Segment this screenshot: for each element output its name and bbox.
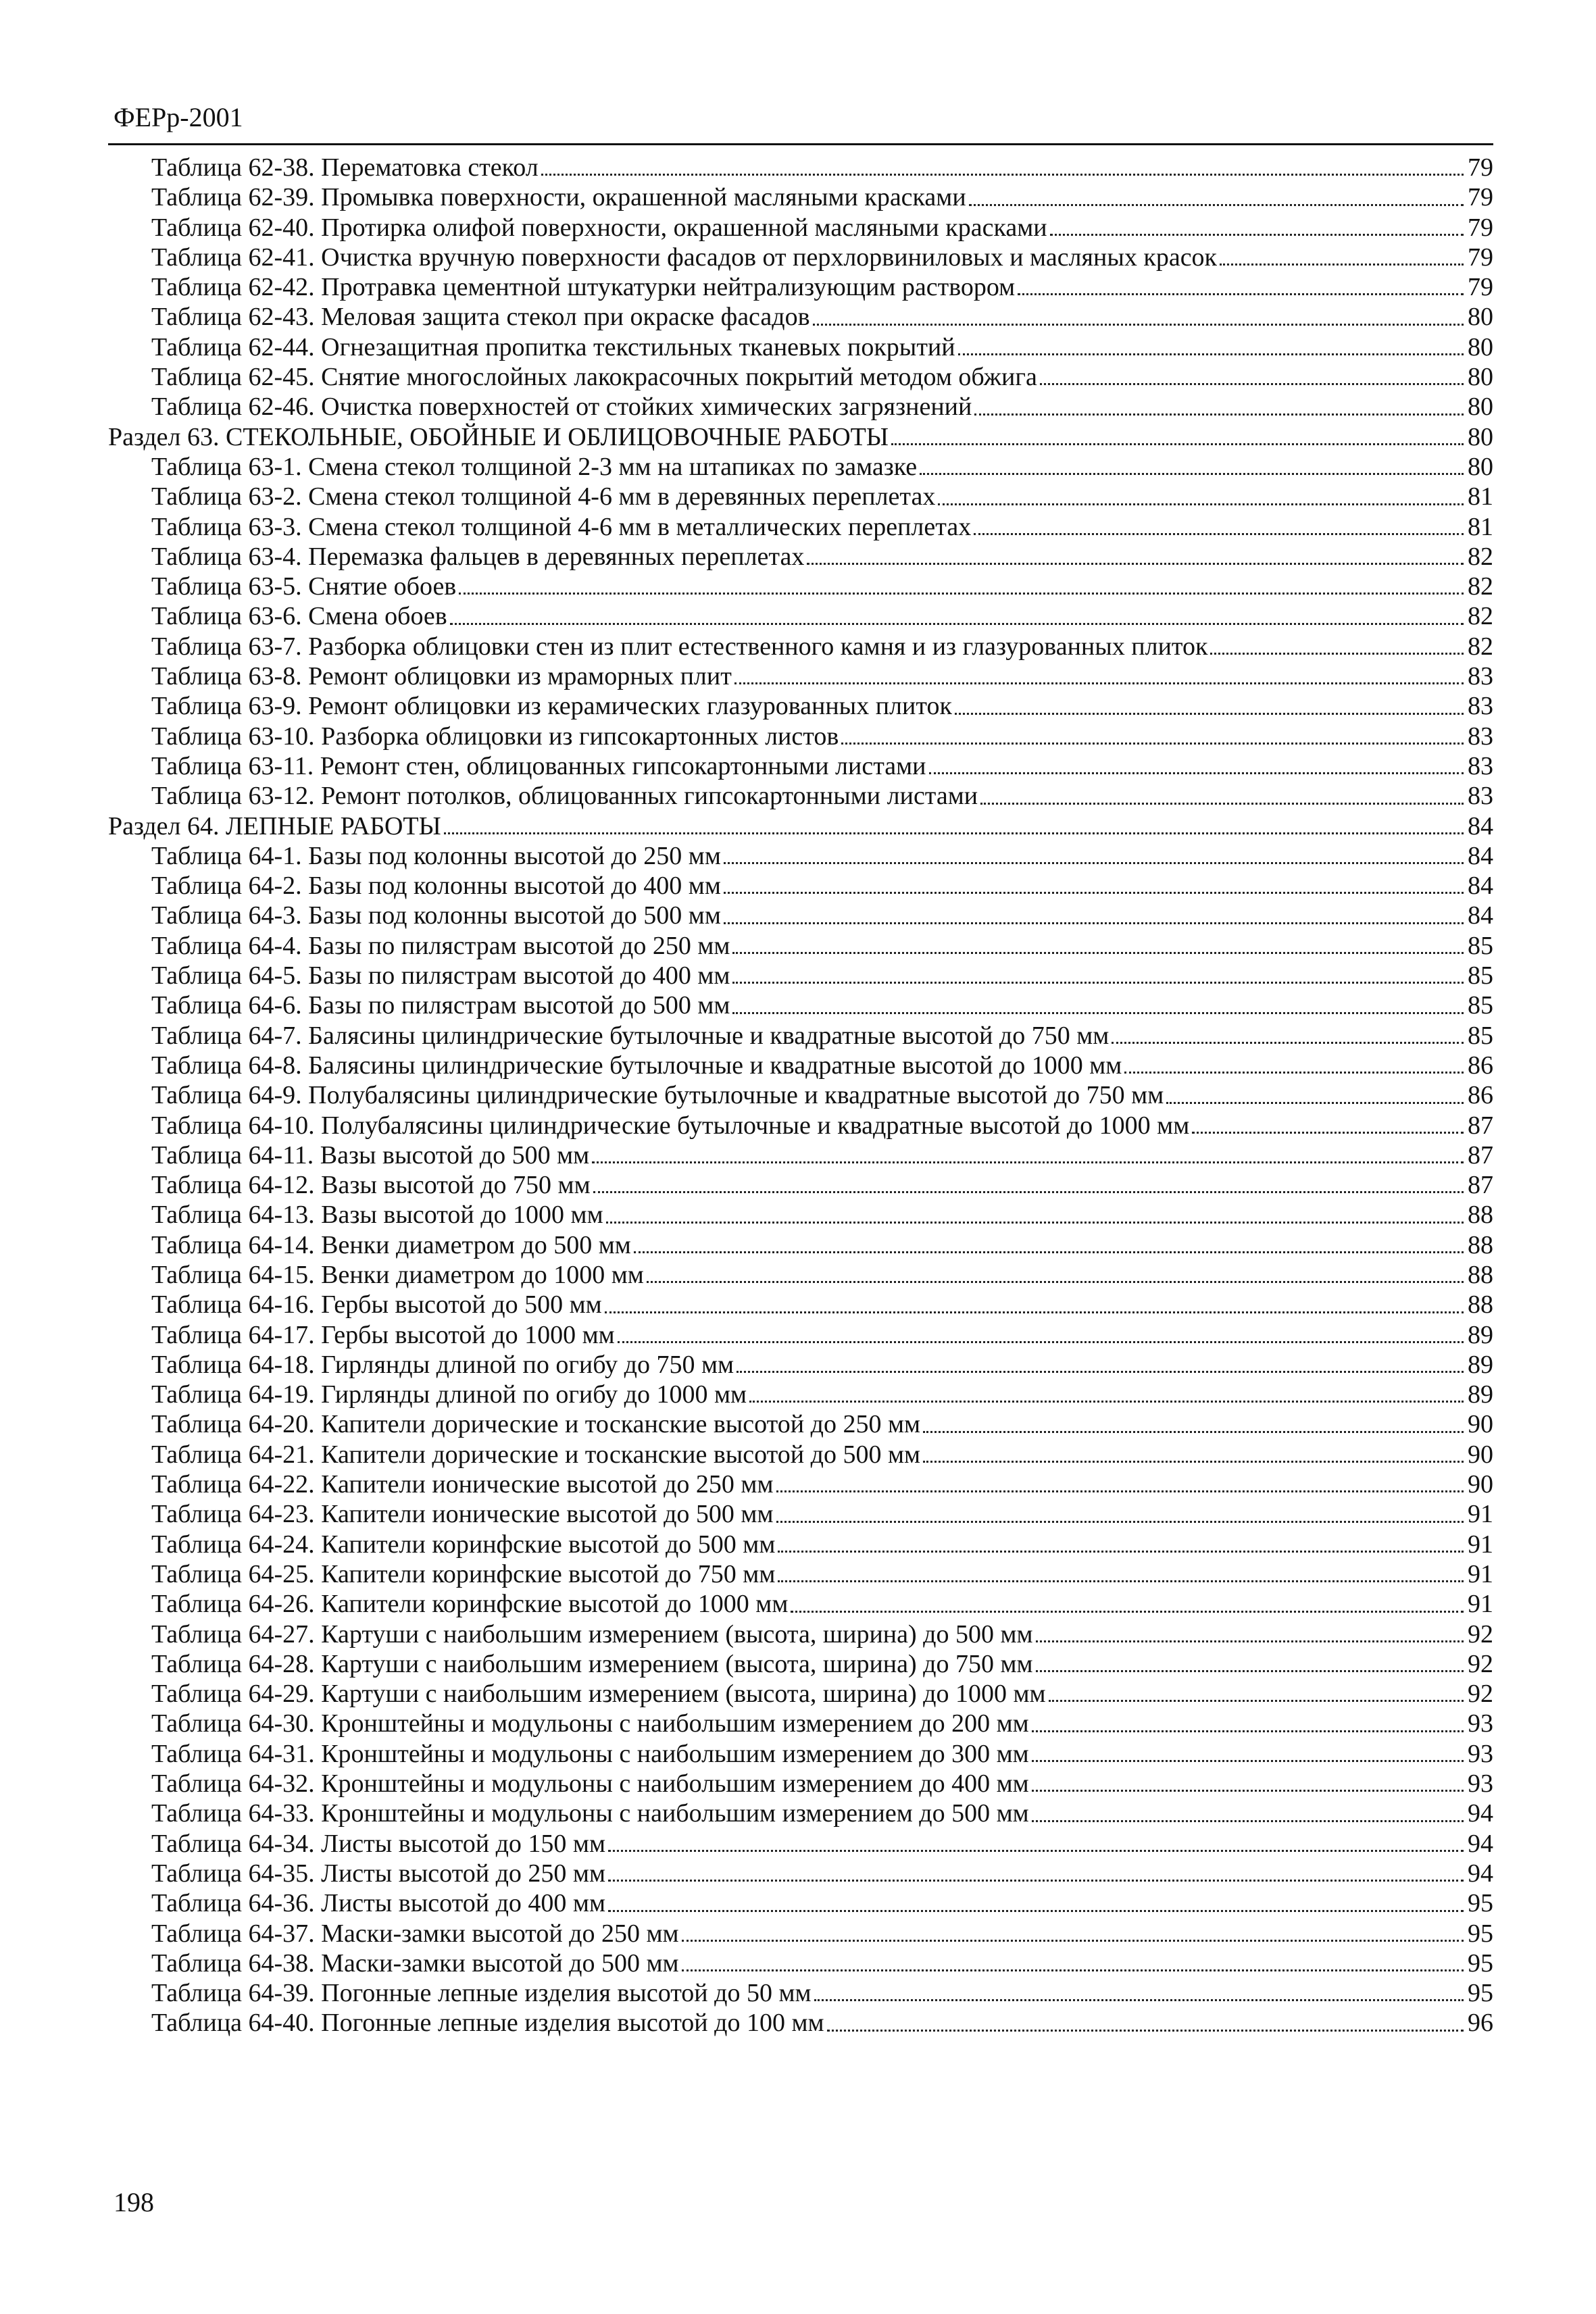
toc-dot-leader	[1018, 272, 1464, 302]
toc-page-number: 85	[1468, 961, 1493, 990]
toc-page-number: 90	[1468, 1440, 1493, 1469]
toc-entry-row[interactable]	[108, 1709, 1493, 1738]
toc-entry-row[interactable]	[108, 1440, 1493, 1469]
toc-entry-row[interactable]	[108, 1649, 1493, 1679]
toc-entry-title: Таблица 63-9. Ремонт облицовки из керамических глазурованных плиток	[151, 691, 955, 721]
toc-dot-leader	[1032, 1739, 1464, 1769]
toc-dot-leader	[593, 1170, 1464, 1200]
toc-entry-title: Таблица 64-16. Гербы высотой до 500 мм	[151, 1290, 605, 1319]
toc-entry-title: Таблица 64-36. Листы высотой до 400 мм	[151, 1888, 608, 1918]
toc-page-number: 87	[1468, 1111, 1493, 1140]
toc-section-row[interactable]	[108, 422, 1493, 452]
toc-dot-leader	[923, 1409, 1464, 1439]
toc-dot-leader	[1112, 1021, 1464, 1051]
toc-page-number: 81	[1468, 512, 1493, 541]
toc-entry-row[interactable]	[108, 1469, 1493, 1499]
toc-entry-row[interactable]	[108, 2008, 1493, 2038]
toc-entry-title: Таблица 62-44. Огнезащитная пропитка текстильных тканевых покрытий	[151, 332, 958, 362]
toc-entry-title: Таблица 63-11. Ремонт стен, облицованных гипсокартонными листами	[151, 751, 929, 781]
toc-dot-leader	[980, 781, 1464, 811]
toc-page-number: 89	[1468, 1380, 1493, 1409]
toc-entry-title: Таблица 64-40. Погонные лепные изделия высотой до 100 мм	[151, 2008, 827, 2038]
toc-page-number: 93	[1468, 1769, 1493, 1799]
toc-section-title: Раздел 64. ЛЕПНЫЕ РАБОТЫ	[108, 811, 444, 841]
toc-page-number: 91	[1468, 1590, 1493, 1619]
toc-entry-row[interactable]	[108, 1978, 1493, 2008]
toc-dot-leader	[955, 691, 1464, 721]
toc-dot-leader	[459, 572, 1464, 601]
toc-entry-title: Таблица 62-43. Меловая защита стекол при окраске фасадов	[151, 302, 813, 332]
toc-dot-leader	[734, 661, 1464, 691]
toc-page-number: 95	[1468, 1919, 1493, 1948]
toc-entry-title: Таблица 64-19. Гирлянды длиной по огибу до 1000 мм	[151, 1380, 749, 1409]
toc-page-number: 84	[1468, 872, 1493, 901]
toc-page-number: 91	[1468, 1500, 1493, 1529]
toc-page-number: 80	[1468, 363, 1493, 392]
toc-dot-leader	[1032, 1799, 1464, 1828]
toc-page-number: 83	[1468, 662, 1493, 691]
toc-page-number: 88	[1468, 1230, 1493, 1259]
toc-entry-title: Таблица 64-23. Капители ионические высотой до 500 мм	[151, 1499, 776, 1529]
toc-entry-row[interactable]	[108, 1948, 1493, 1978]
toc-entry-row[interactable]	[108, 632, 1493, 661]
toc-entry-title: Таблица 62-41. Очистка вручную поверхности фасадов от перхлорвиниловых и масляных красок	[151, 243, 1220, 272]
toc-dot-leader	[732, 931, 1464, 961]
toc-entry-row[interactable]	[108, 901, 1493, 930]
toc-entry-row[interactable]	[108, 961, 1493, 990]
toc-entry-row[interactable]	[108, 1888, 1493, 1918]
toc-dot-leader	[737, 1350, 1464, 1380]
toc-dot-leader	[776, 1469, 1464, 1499]
toc-entry-row[interactable]	[108, 1919, 1493, 1948]
toc-dot-leader	[444, 811, 1464, 841]
toc-page-number: 80	[1468, 452, 1493, 481]
toc-page-number: 93	[1468, 1739, 1493, 1768]
toc-entry-title: Таблица 64-17. Гербы высотой до 1000 мм	[151, 1320, 618, 1350]
table-of-contents	[108, 153, 1493, 2038]
toc-page-number: 82	[1468, 602, 1493, 631]
toc-dot-leader	[634, 1230, 1464, 1260]
toc-dot-leader	[647, 1260, 1464, 1290]
toc-entry-title: Таблица 63-7. Разборка облицовки стен из плит естественного камня и из глазурованных плиток	[151, 632, 1210, 661]
toc-entry-title: Таблица 62-46. Очистка поверхностей от стойких химических загрязнений	[151, 392, 974, 422]
toc-page-number: 85	[1468, 991, 1493, 1020]
toc-entry-title: Таблица 62-38. Перематовка стекол	[151, 153, 541, 182]
toc-page-number: 83	[1468, 692, 1493, 721]
toc-dot-leader	[778, 1530, 1464, 1559]
toc-entry-row[interactable]	[108, 1619, 1493, 1649]
toc-dot-leader	[1032, 1769, 1464, 1799]
toc-entry-title: Таблица 64-13. Вазы высотой до 1000 мм	[151, 1200, 606, 1230]
page-number: 198	[114, 2187, 154, 2217]
toc-entry-row[interactable]	[108, 213, 1493, 243]
toc-dot-leader	[1166, 1080, 1464, 1110]
toc-page-number: 84	[1468, 901, 1493, 930]
toc-dot-leader	[1210, 632, 1464, 661]
toc-entry-row[interactable]	[108, 182, 1493, 212]
toc-entry-title: Таблица 64-35. Листы высотой до 250 мм	[151, 1859, 608, 1888]
toc-dot-leader	[1192, 1111, 1464, 1140]
toc-dot-leader	[608, 1829, 1464, 1859]
toc-entry-row[interactable]	[108, 272, 1493, 302]
toc-page-number: 89	[1468, 1320, 1493, 1349]
toc-dot-leader	[732, 961, 1464, 990]
toc-dot-leader	[618, 1320, 1464, 1350]
toc-page-number: 87	[1468, 1140, 1493, 1169]
toc-dot-leader	[682, 1919, 1464, 1948]
toc-entry-title: Таблица 64-26. Капители коринфские высотой до 1000 мм	[151, 1589, 791, 1619]
toc-page-number: 95	[1468, 1948, 1493, 1978]
toc-entry-row[interactable]	[108, 1530, 1493, 1559]
toc-dot-leader	[841, 722, 1464, 751]
toc-entry-title: Таблица 64-24. Капители коринфские высотой до 500 мм	[151, 1530, 778, 1559]
toc-page-number: 79	[1468, 183, 1493, 212]
toc-entry-title: Таблица 64-21. Капители дорические и тосканские высотой до 500 мм	[151, 1440, 923, 1469]
toc-entry-title: Таблица 64-37. Маски-замки высотой до 250 мм	[151, 1919, 682, 1948]
toc-entry-title: Таблица 63-3. Смена стекол толщиной 4-6 мм в металлических переплетах	[151, 512, 974, 542]
toc-dot-leader	[1220, 243, 1464, 272]
toc-entry-title: Таблица 62-42. Протравка цементной штукатурки нейтрализующим раствором	[151, 272, 1018, 302]
toc-dot-leader	[1032, 1709, 1464, 1738]
toc-page-number: 88	[1468, 1260, 1493, 1289]
toc-entry-title: Таблица 64-9. Полубалясины цилиндрические бутылочные и квадратные высотой до 750 мм	[151, 1080, 1166, 1110]
toc-dot-leader	[682, 1948, 1464, 1978]
toc-entry-row[interactable]	[108, 751, 1493, 781]
toc-page-number: 95	[1468, 1979, 1493, 2008]
toc-dot-leader	[605, 1290, 1464, 1319]
toc-page-number: 88	[1468, 1201, 1493, 1230]
toc-entry-row[interactable]	[108, 841, 1493, 871]
toc-page-number: 84	[1468, 811, 1493, 840]
toc-dot-leader	[592, 1140, 1464, 1170]
toc-entry-title: Таблица 64-34. Листы высотой до 150 мм	[151, 1829, 608, 1859]
toc-entry-title: Таблица 64-38. Маски-замки высотой до 500 мм	[151, 1948, 682, 1978]
toc-page-number: 80	[1468, 422, 1493, 451]
toc-entry-title: Таблица 64-15. Венки диаметром до 1000 мм	[151, 1260, 647, 1290]
toc-entry-title: Таблица 64-3. Базы под колонны высотой до 500 мм	[151, 901, 724, 930]
toc-entry-row[interactable]	[108, 1320, 1493, 1350]
toc-entry-row[interactable]	[108, 512, 1493, 542]
toc-page-number: 94	[1468, 1859, 1493, 1888]
toc-entry-row[interactable]	[108, 1769, 1493, 1799]
toc-page-number: 81	[1468, 482, 1493, 511]
toc-dot-leader	[606, 1200, 1464, 1230]
toc-page-number: 84	[1468, 841, 1493, 870]
toc-page-number: 94	[1468, 1799, 1493, 1828]
toc-entry-row[interactable]	[108, 781, 1493, 811]
toc-entry-title: Таблица 62-40. Протирка олифой поверхности, окрашенной масляными красками	[151, 213, 1050, 243]
toc-entry-title: Таблица 62-45. Снятие многослойных лакокрасочных покрытий методом обжига	[151, 362, 1040, 392]
toc-dot-leader	[827, 2008, 1464, 2038]
toc-page-number: 86	[1468, 1051, 1493, 1080]
toc-page-number: 79	[1468, 243, 1493, 272]
toc-entry-row[interactable]	[108, 1499, 1493, 1529]
toc-entry-row[interactable]	[108, 1080, 1493, 1110]
toc-dot-leader	[974, 392, 1464, 422]
toc-dot-leader	[776, 1499, 1464, 1529]
toc-dot-leader	[807, 542, 1464, 572]
toc-page-number: 91	[1468, 1530, 1493, 1559]
toc-dot-leader	[732, 990, 1464, 1020]
toc-entry-row[interactable]	[108, 1380, 1493, 1409]
toc-entry-row[interactable]	[108, 482, 1493, 511]
toc-page-number: 80	[1468, 303, 1493, 332]
toc-page-number: 92	[1468, 1619, 1493, 1649]
toc-entry-title: Таблица 63-1. Смена стекол толщиной 2-3 мм на штапиках по замазке	[151, 452, 920, 482]
toc-entry-title: Таблица 64-5. Базы по пилястрам высотой до 400 мм	[151, 961, 732, 990]
toc-dot-leader	[1036, 1649, 1464, 1679]
toc-entry-row[interactable]	[108, 1021, 1493, 1051]
toc-page-number: 83	[1468, 751, 1493, 780]
toc-entry-title: Таблица 64-14. Венки диаметром до 500 мм	[151, 1230, 634, 1260]
toc-page-number: 89	[1468, 1350, 1493, 1379]
toc-dot-leader	[920, 452, 1464, 482]
toc-page-number: 91	[1468, 1559, 1493, 1588]
toc-entry-row[interactable]	[108, 302, 1493, 332]
toc-entry-row[interactable]	[108, 1409, 1493, 1439]
toc-page-number: 95	[1468, 1889, 1493, 1918]
toc-page-number: 85	[1468, 1021, 1493, 1050]
toc-entry-row[interactable]	[108, 1290, 1493, 1319]
toc-page-number: 96	[1468, 2009, 1493, 2038]
toc-entry-row[interactable]	[108, 243, 1493, 272]
toc-entry-row[interactable]	[108, 1260, 1493, 1290]
toc-entry-title: Таблица 63-8. Ремонт облицовки из мраморных плит	[151, 661, 734, 691]
toc-dot-leader	[958, 332, 1464, 362]
toc-dot-leader	[929, 751, 1464, 781]
toc-entry-title: Таблица 64-8. Балясины цилиндрические бутылочные и квадратные высотой до 1000 мм	[151, 1051, 1124, 1080]
toc-dot-leader	[749, 1380, 1464, 1409]
toc-entry-row[interactable]	[108, 1679, 1493, 1709]
toc-entry-title: Таблица 64-2. Базы под колонны высотой до 400 мм	[151, 871, 724, 901]
toc-dot-leader	[814, 1978, 1464, 2008]
toc-entry-title: Таблица 64-39. Погонные лепные изделия высотой до 50 мм	[151, 1978, 814, 2008]
toc-entry-row[interactable]	[108, 1230, 1493, 1260]
toc-page-number: 90	[1468, 1470, 1493, 1499]
toc-entry-row[interactable]	[108, 1350, 1493, 1380]
toc-entry-row[interactable]	[108, 691, 1493, 721]
toc-section-row[interactable]	[108, 811, 1493, 841]
toc-entry-title: Таблица 64-29. Картуши с наибольшим измерением (высота, ширина) до 1000 мм	[151, 1679, 1049, 1709]
toc-section-title: Раздел 63. СТЕКОЛЬНЫЕ, ОБОЙНЫЕ И ОБЛИЦОВОЧНЫЕ РАБОТЫ	[108, 422, 891, 452]
toc-page-number: 93	[1468, 1709, 1493, 1738]
toc-entry-title: Таблица 64-32. Кронштейны и модульоны с наибольшим измерением до 400 мм	[151, 1769, 1032, 1799]
toc-entry-title: Таблица 63-4. Перемазка фальцев в деревянных переплетах	[151, 542, 807, 572]
toc-entry-row[interactable]	[108, 572, 1493, 601]
toc-entry-title: Таблица 64-18. Гирлянды длиной по огибу до 750 мм	[151, 1350, 737, 1380]
toc-entry-row[interactable]	[108, 1170, 1493, 1200]
toc-entry-title: Таблица 64-25. Капители коринфские высотой до 750 мм	[151, 1559, 778, 1589]
header-divider	[108, 143, 1493, 145]
toc-dot-leader	[778, 1559, 1464, 1589]
toc-page-number: 85	[1468, 931, 1493, 960]
toc-page-number: 80	[1468, 393, 1493, 422]
toc-entry-row[interactable]	[108, 1140, 1493, 1170]
toc-page-number: 83	[1468, 722, 1493, 751]
toc-dot-leader	[1049, 1679, 1464, 1709]
toc-page-number: 86	[1468, 1081, 1493, 1110]
toc-entry-title: Таблица 64-30. Кронштейны и модульоны с наибольшим измерением до 200 мм	[151, 1709, 1032, 1738]
toc-entry-row[interactable]	[108, 1739, 1493, 1769]
toc-dot-leader	[724, 901, 1464, 930]
toc-page-number: 80	[1468, 332, 1493, 361]
toc-entry-row[interactable]	[108, 1799, 1493, 1828]
toc-page-number: 92	[1468, 1649, 1493, 1678]
toc-dot-leader	[891, 422, 1464, 452]
toc-entry-row[interactable]	[108, 1200, 1493, 1230]
toc-entry-title: Таблица 64-11. Вазы высотой до 500 мм	[151, 1140, 592, 1170]
toc-entry-row[interactable]	[108, 601, 1493, 631]
toc-entry-title: Таблица 64-31. Кронштейны и модульоны с наибольшим измерением до 300 мм	[151, 1739, 1032, 1769]
toc-entry-row[interactable]	[108, 1051, 1493, 1080]
toc-page-number: 94	[1468, 1829, 1493, 1858]
running-header: ФЕРр-2001	[114, 102, 243, 132]
toc-page-number: 83	[1468, 782, 1493, 811]
toc-dot-leader	[791, 1589, 1464, 1619]
toc-entry-title: Таблица 64-27. Картуши с наибольшим измерением (высота, ширина) до 500 мм	[151, 1619, 1036, 1649]
toc-dot-leader	[1050, 213, 1464, 243]
toc-entry-row[interactable]	[108, 1559, 1493, 1589]
toc-page-number: 82	[1468, 632, 1493, 661]
toc-dot-leader	[813, 302, 1464, 332]
toc-entry-row[interactable]	[108, 722, 1493, 751]
toc-dot-leader	[541, 153, 1464, 182]
toc-entry-row[interactable]	[108, 1829, 1493, 1859]
toc-entry-row[interactable]	[108, 153, 1493, 182]
toc-entry-title: Таблица 62-39. Промывка поверхности, окрашенной масляными красками	[151, 182, 969, 212]
toc-dot-leader	[1036, 1619, 1464, 1649]
toc-entry-row[interactable]	[108, 1859, 1493, 1888]
toc-dot-leader	[724, 841, 1464, 871]
toc-page-number: 79	[1468, 153, 1493, 182]
toc-page-number: 90	[1468, 1410, 1493, 1439]
toc-page-number: 87	[1468, 1171, 1493, 1200]
toc-dot-leader	[608, 1859, 1464, 1888]
toc-entry-row[interactable]	[108, 362, 1493, 392]
toc-page-number: 82	[1468, 572, 1493, 601]
toc-entry-title: Таблица 63-2. Смена стекол толщиной 4-6 мм в деревянных переплетах	[151, 482, 938, 511]
toc-entry-row[interactable]	[108, 332, 1493, 362]
toc-dot-leader	[724, 871, 1464, 901]
toc-entry-title: Таблица 63-6. Смена обоев	[151, 601, 450, 631]
toc-entry-title: Таблица 64-10. Полубалясины цилиндрические бутылочные и квадратные высотой до 1000 мм	[151, 1111, 1192, 1140]
toc-entry-title: Таблица 64-22. Капители ионические высотой до 250 мм	[151, 1469, 776, 1499]
toc-entry-title: Таблица 64-20. Капители дорические и тосканские высотой до 250 мм	[151, 1409, 923, 1439]
toc-entry-title: Таблица 64-1. Базы под колонны высотой до 250 мм	[151, 841, 724, 871]
toc-entry-row[interactable]	[108, 542, 1493, 572]
toc-dot-leader	[1040, 362, 1464, 392]
toc-entry-title: Таблица 64-33. Кронштейны и модульоны с наибольшим измерением до 500 мм	[151, 1799, 1032, 1828]
toc-entry-row[interactable]	[108, 931, 1493, 961]
toc-entry-title: Таблица 64-12. Вазы высотой до 750 мм	[151, 1170, 593, 1200]
toc-entry-title: Таблица 64-4. Базы по пилястрам высотой до 250 мм	[151, 931, 732, 961]
toc-entry-row[interactable]	[108, 661, 1493, 691]
toc-entry-title: Таблица 64-6. Базы по пилястрам высотой до 500 мм	[151, 990, 732, 1020]
toc-entry-title: Таблица 64-28. Картуши с наибольшим измерением (высота, ширина) до 750 мм	[151, 1649, 1036, 1679]
toc-dot-leader	[938, 482, 1464, 511]
toc-page-number: 88	[1468, 1290, 1493, 1319]
toc-entry-row[interactable]	[108, 452, 1493, 482]
toc-dot-leader	[608, 1888, 1464, 1918]
toc-entry-title: Таблица 63-5. Снятие обоев	[151, 572, 459, 601]
toc-page-number: 82	[1468, 542, 1493, 571]
toc-entry-row[interactable]	[108, 392, 1493, 422]
toc-entry-title: Таблица 64-7. Балясины цилиндрические бутылочные и квадратные высотой до 750 мм	[151, 1021, 1112, 1051]
toc-dot-leader	[923, 1440, 1464, 1469]
toc-dot-leader	[974, 512, 1464, 542]
toc-page-number: 92	[1468, 1680, 1493, 1709]
toc-entry-row[interactable]	[108, 990, 1493, 1020]
toc-entry-row[interactable]	[108, 1589, 1493, 1619]
toc-entry-title: Таблица 63-12. Ремонт потолков, облицованных гипсокартонными листами	[151, 781, 980, 811]
toc-page-number: 79	[1468, 213, 1493, 242]
toc-dot-leader	[450, 601, 1464, 631]
toc-entry-row[interactable]	[108, 871, 1493, 901]
toc-entry-row[interactable]	[108, 1111, 1493, 1140]
toc-dot-leader	[969, 182, 1464, 212]
toc-page-number: 79	[1468, 273, 1493, 302]
toc-dot-leader	[1124, 1051, 1464, 1080]
toc-entry-title: Таблица 63-10. Разборка облицовки из гипсокартонных листов	[151, 722, 841, 751]
